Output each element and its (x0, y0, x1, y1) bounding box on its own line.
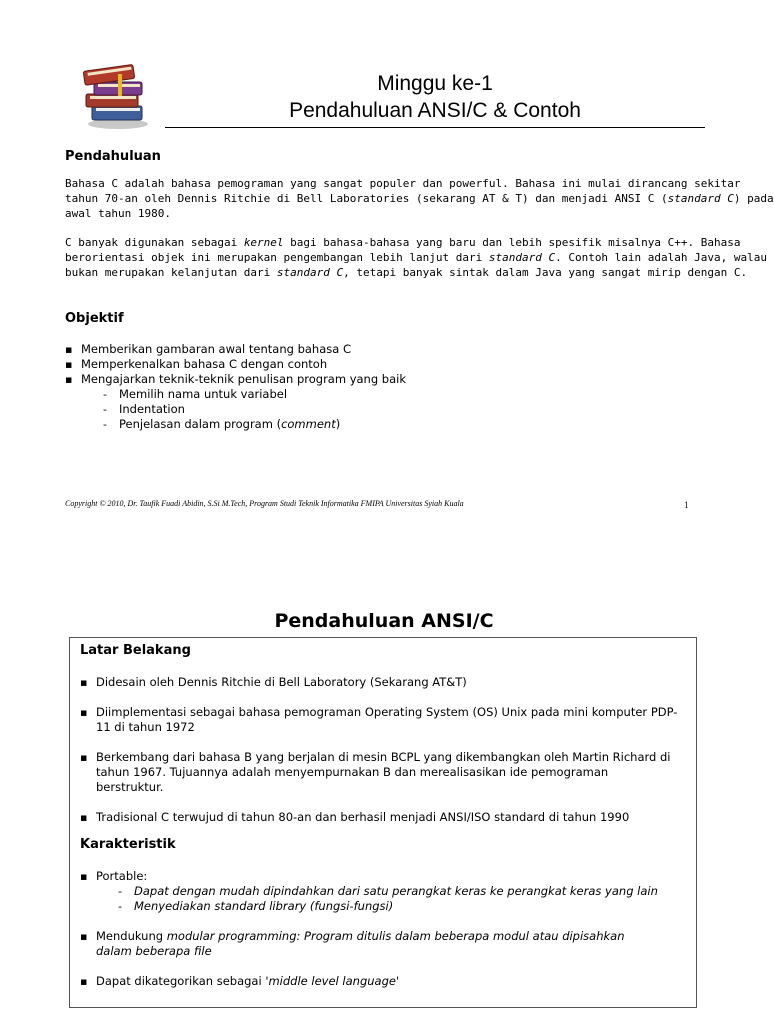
title-topic: Pendahuluan ANSI/C & Contoh (289, 99, 581, 122)
list-item: ▪ Memperkenalkan bahasa C dengan contoh (65, 357, 665, 372)
list-item: ▪ Berkembang dari bahasa B yang berjalan di mesin BCPL yang dikembangkan oleh Martin Richard di tahun 1967. Tujuannya adalah menyempurnakan B dan merealisasikan ide pemograman berstruktur. (80, 750, 671, 795)
list-item: ▪ Didesain oleh Dennis Ritchie di Bell Laboratory (Sekarang AT&T) (80, 675, 680, 690)
content-box (69, 637, 697, 1008)
paragraph-line: berorientasi objek ini merupakan pengembangan lebih lanjut dari standard C. Contoh lain adalah Java, walau (65, 251, 767, 264)
paragraph-line: tahun 70-an oleh Dennis Ritchie di Bell Laboratories (sekarang AT & T) dan menjadi ANSI C (standard C) pada (65, 192, 774, 205)
paragraph-line: bukan merupakan kelanjutan dari standard C, tetapi banyak sintak dalam Java yang sangat mirip dengan C. (65, 266, 748, 279)
copyright-footer: Copyright © 2010, Dr. Taufik Fuadi Abidin, S.Si M.Tech, Program Studi Teknik Informatika FMIPA Universitas Syiah Kuala (65, 499, 464, 508)
list-item: - Menyediakan standard library (fungsi-fungsi) (118, 899, 680, 914)
paragraph-line: C banyak digunakan sebagai kernel bagi bahasa-bahasa yang baru dan lebih spesifik misalnya C++. Bahasa (65, 236, 741, 249)
portable-sub-list (96, 884, 680, 914)
heading-karakteristik: Karakteristik (80, 837, 176, 852)
heading-latar-belakang: Latar Belakang (80, 643, 191, 658)
list-item: ▪ Diimplementasi sebagai bahasa pemograman Operating System (OS) Unix pada mini komputer PDP-11 di tahun 1972 (80, 705, 680, 735)
slide-title: Pendahuluan ANSI/C (274, 610, 494, 632)
list-item: - Penjelasan dalam program (comment) (103, 417, 665, 432)
list-item: ▪ Tradisional C terwujud di tahun 80-an dan berhasil menjadi ANSI/ISO standard di tahun 1990 (80, 810, 680, 825)
page-title (165, 70, 705, 124)
list-item: - Memilih nama untuk variabel (103, 387, 665, 402)
list-item: ▪ Mendukung modular programming: Program ditulis dalam beberapa modul atau dipisahkan dalam beberapa file (80, 929, 661, 959)
title-divider (165, 127, 705, 128)
section-heading-pendahuluan: Pendahuluan (65, 149, 161, 164)
paragraph-line: awal tahun 1980. (65, 207, 171, 220)
paragraph-line: Bahasa C adalah bahasa pemograman yang sangat populer dan powerful. Bahasa ini mulai dirancang sekitar (65, 177, 741, 190)
books-icon (78, 60, 154, 130)
page-number: 1 (684, 500, 689, 510)
list-item: ▪ Memberikan gambaran awal tentang bahasa C (65, 342, 665, 357)
sub-objective-list (81, 387, 665, 432)
title-week: Minggu ke-1 (377, 72, 493, 95)
karakteristik-list (80, 869, 680, 989)
list-item: ▪ Portable: - Dapat dengan mudah dipindahkan dari satu perangkat keras ke perangkat keras yang lain - Menyediakan standard library (fungsi-fungsi) (80, 869, 680, 914)
paragraph-intro (65, 176, 774, 221)
latar-list (80, 675, 680, 825)
objective-list (65, 342, 665, 432)
list-item: - Dapat dengan mudah dipindahkan dari satu perangkat keras ke perangkat keras yang lain (118, 884, 680, 899)
list-item: - Indentation (103, 402, 665, 417)
section-heading-objektif: Objektif (65, 311, 124, 326)
list-item: ▪ Mengajarkan teknik-teknik penulisan program yang baik - Memilih nama untuk variabel - Indentation - Penjelasan dalam program (comment) (65, 372, 665, 432)
paragraph-kernel (65, 235, 767, 280)
list-item: ▪ Dapat dikategorikan sebagai 'middle level language' (80, 974, 680, 989)
